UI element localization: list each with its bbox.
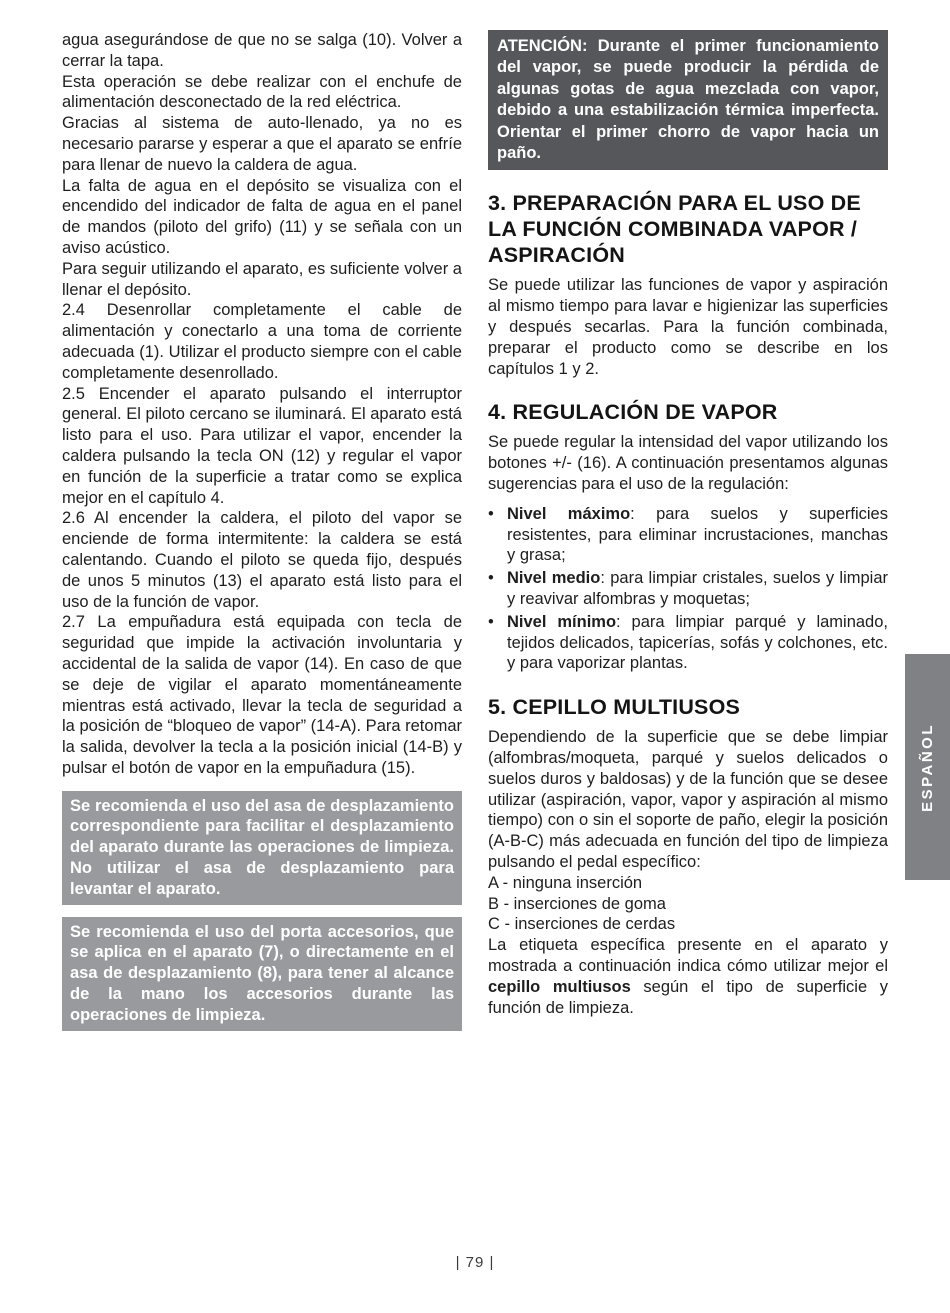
steam-level-text: Nivel mínimo: para limpiar parqué y laminado, tejidos delicados, tapicerías, sofás y colchones, etc. y para vaporizar plantas. <box>507 612 888 673</box>
body-paragraph: 2.6 Al encender la caldera, el piloto del vapor se enciende de forma intermitente: la caldera se está calentando. Cuando el piloto se queda fijo, después de unos 5 minutos (13) el aparato está listo para el uso de la función de vapor. <box>62 509 462 611</box>
steam-level-item <box>488 612 888 674</box>
note-text: Se recomienda el uso del porta accesorios, que se aplica en el aparato (7), o directamente en el asa de desplazamiento (8), para tener al alcance de la mano los accesorios durante las operaciones de limpieza. <box>70 922 454 1024</box>
right-column <box>488 30 888 1018</box>
steam-level-item <box>488 568 888 610</box>
steam-level-list <box>488 504 888 674</box>
language-tab-label: ESPAÑOL <box>919 722 936 812</box>
language-tab <box>905 654 950 880</box>
steam-level-label: Nivel medio <box>507 569 601 588</box>
bullet-icon: • <box>488 612 494 631</box>
steam-level-text: Nivel medio: para limpiar cristales, suelos y limpiar y reavivar alfombras y moquetas; <box>507 569 888 608</box>
section-5-heading: 5. CEPILLO MULTIUSOS <box>488 695 741 720</box>
section-4-intro: Se puede regular la intensidad del vapor utilizando los botones +/- (16). A continuación presentamos algunas sugerencias para el uso de la regulación: <box>488 433 888 494</box>
brush-option-c: C - inserciones de cerdas <box>488 915 676 934</box>
bullet-icon: • <box>488 504 494 523</box>
body-paragraph: 2.4 Desenrollar completamente el cable de alimentación y conectarlo a una toma de corriente adecuada (1). Utilizar el producto siempre con el cable completamente desenrollado. <box>62 301 462 382</box>
bullet-icon: • <box>488 569 494 588</box>
body-paragraph: 2.5 Encender el aparato pulsando el interruptor general. El piloto cercano se iluminará. El aparato está listo para el uso. Para utilizar el vapor, encender la caldera pulsando la tecla ON (12) y regular el vapor en función de la superficie a tratar como se explica mejor en el capítulo 4. <box>62 384 462 507</box>
brush-option-a: A - ninguna inserción <box>488 873 643 892</box>
section-5-closing: La etiqueta específica presente en el aparato y mostrada a continuación indica cómo utilizar mejor el cepillo multiusos según el tipo de superficie y función de limpieza. <box>488 936 888 1017</box>
left-column <box>62 30 462 1031</box>
steam-level-text: Nivel máximo: para suelos y superficies resistentes, para eliminar incrustaciones, manchas y grasa; <box>507 504 888 565</box>
section-3-heading: 3. PREPARACIÓN PARA EL USO DE LA FUNCIÓN COMBINADA VAPOR / ASPIRACIÓN <box>488 191 861 268</box>
note-text: Se recomienda el uso del asa de desplazamiento correspondiente para facilitar el desplazamiento del aparato durante las operaciones de limpieza. No utilizar el asa de desplazamiento para levantar el aparato. <box>70 796 454 898</box>
warning-text: ATENCIÓN: Durante el primer funcionamiento del vapor, se puede producir la pérdida de algunas gotas de agua mezclada con vapor, debido a una estabilización térmica imperfecta. Orientar el primer chorro de vapor hacia un paño. <box>497 37 879 163</box>
section-5-body: Dependiendo de la superficie que se debe limpiar (alfombras/moqueta, parqué y suelos delicados o suelos duros y baldosas) y de la función que se desee utilizar (aspiración, vapor, vapor y aspiración al mismo tiempo) con o sin el soporte de paño, elegir la posición (A-B-C) más adecuada en función del tipo de limpieza pulsando el pedal específico: <box>488 728 888 871</box>
page-number: | 79 | <box>455 1254 495 1271</box>
body-paragraph: 2.7 La empuñadura está equipada con tecla de seguridad que impide la activación involuntaria y accidental de la salida de vapor (14). En caso de que se deje de vigilar el aparato momentáneamente mientras está activado, llevar la tecla de seguridad a la posición de “bloqueo de vapor” (14-A). Para retomar la salida, devolver la tecla a la posición inicial (14-B) y pulsar el botón de vapor en la empuñadura (15). <box>62 613 462 777</box>
note-box-accessory-holder <box>62 917 462 1031</box>
steam-level-item <box>488 504 888 566</box>
body-paragraph: Para seguir utilizando el aparato, es suficiente volver a llenar el depósito. <box>62 259 462 299</box>
brush-option-b: B - inserciones de goma <box>488 894 666 913</box>
multi-purpose-brush-emphasis: cepillo multiusos <box>488 977 631 996</box>
section-3-body: Se puede utilizar las funciones de vapor y aspiración al mismo tiempo para lavar e higienizar las superficies y después secarlas. Para la función combinada, preparar el producto como se describe en los capítulos 1 y 2. <box>488 276 888 378</box>
body-paragraph: La falta de agua en el depósito se visualiza con el encendido del indicador de falta de agua en el panel de mandos (piloto del grifo) (11) y se señala con un aviso acústico. <box>62 176 462 257</box>
body-paragraph: Gracias al sistema de auto-llenado, ya no es necesario pararse y esperar a que el aparato se enfríe para llenar de nuevo la caldera de agua. <box>62 114 462 174</box>
steam-level-label: Nivel mínimo <box>507 612 617 631</box>
warning-box <box>488 30 888 170</box>
section-4-heading: 4. REGULACIÓN DE VAPOR <box>488 400 778 425</box>
body-paragraph: agua asegurándose de que no se salga (10). Volver a cerrar la tapa. <box>62 31 462 70</box>
steam-level-label: Nivel máximo <box>507 504 631 523</box>
body-paragraph: Esta operación se debe realizar con el enchufe de alimentación desconectado de la red eléctrica. <box>62 72 462 112</box>
note-box-handle-recommendation <box>62 791 462 905</box>
